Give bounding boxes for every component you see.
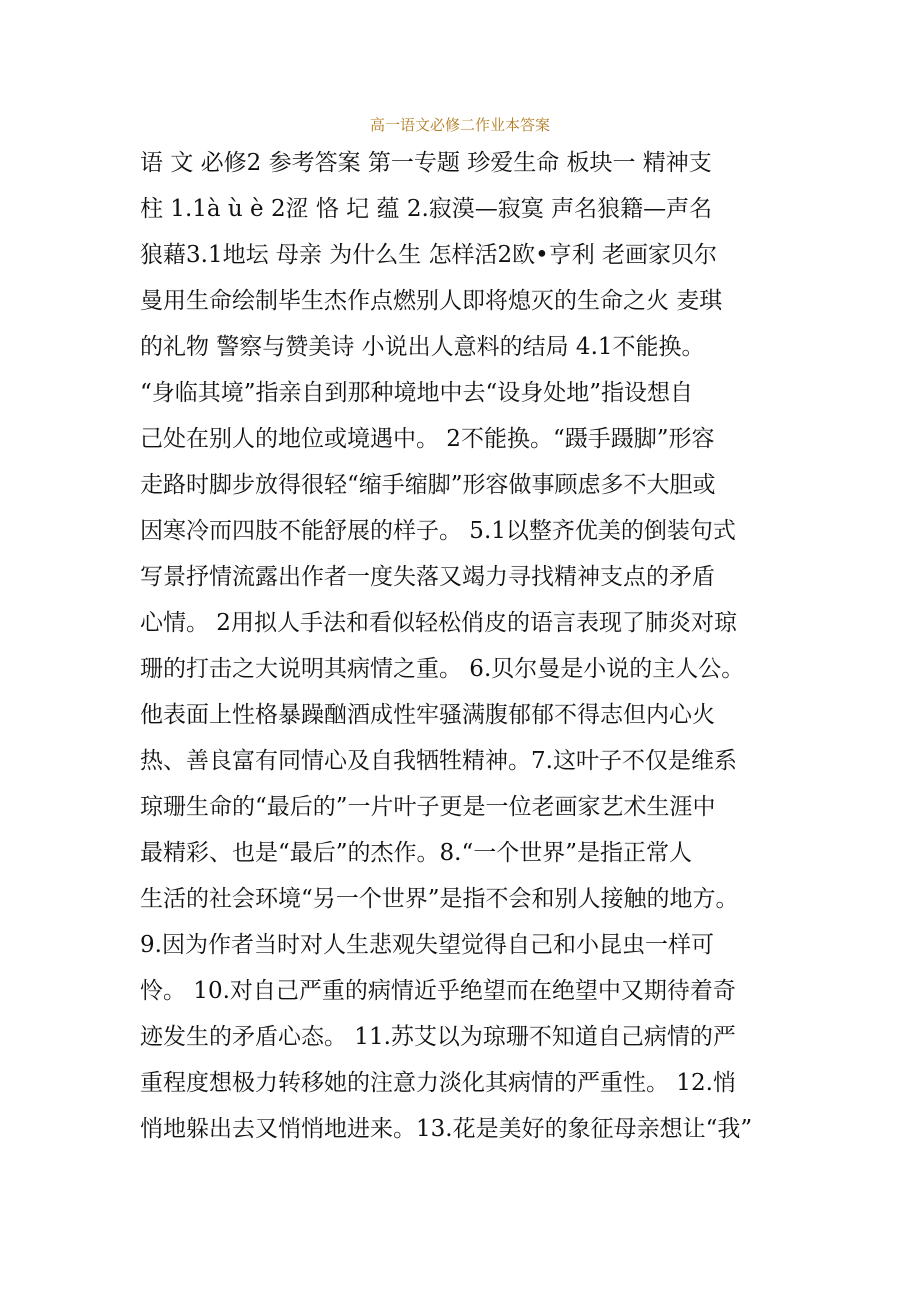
text-line: 生活的社会环境“另一个世界”是指不会和别人接触的地方。 — [140, 886, 739, 912]
text-line: 语 文 必修2 参考答案 第一专题 珍爱生命 板块一 精神支 — [140, 150, 712, 176]
text-line: 迹发生的矛盾心态。 11.苏艾以为琼珊不知道自己病情的严 — [140, 1024, 736, 1050]
text-line: 热、善良富有同情心及自我牺牲精神。7.这叶子不仅是维系 — [140, 748, 737, 774]
text-line: 曼用生命绘制毕生杰作点燃别人即将熄灭的生命之火 麦琪 — [140, 288, 723, 314]
text-line: 心情。 2用拟人手法和看似轻松俏皮的语言表现了肺炎对琼 — [140, 610, 737, 636]
text-line: 己处在别人的地位或境遇中。 2不能换。“蹑手蹑脚”形容 — [140, 426, 715, 452]
text-line: 的礼物 警察与赞美诗 小说出人意料的结局 4.1不能换。 — [140, 334, 705, 360]
text-line: 琼珊生命的“最后的”一片叶子更是一位老画家艺术生涯中 — [140, 794, 716, 820]
text-line: 他表面上性格暴躁酗酒成性牢骚满腹郁郁不得志但内心火 — [140, 702, 715, 728]
text-line: 写景抒情流露出作者一度失落又竭力寻找精神支点的矛盾 — [140, 564, 715, 590]
text-line: 狼藉3.1地坛 母亲 为什么生 怎样活2欧•亨利 老画家贝尔 — [140, 242, 718, 268]
page-header-title: 高一语文必修二作业本答案 — [369, 116, 550, 134]
text-line: 最精彩、也是“最后”的杰作。8.“一个世界”是指正常人 — [140, 840, 692, 866]
text-line: 珊的打击之大说明其病情之重。 6.贝尔曼是小说的主人公。 — [140, 656, 745, 682]
text-line: “身临其境”指亲自到那种境地中去“设身处地”指设想自 — [140, 380, 694, 406]
text-line: 9.因为作者当时对人生悲观失望觉得自己和小昆虫一样可 — [140, 932, 714, 958]
text-line: 重程度想极力转移她的注意力淡化其病情的严重性。 12.悄 — [140, 1070, 736, 1096]
answer-text-body — [140, 140, 800, 1152]
text-line: 柱 1.1à ù è 2涩 恪 圮 蕴 2.寂漠—寂寞 声名狼籍—声名 — [140, 196, 713, 222]
text-line: 走路时脚步放得很轻“缩手缩脚”形容做事顾虑多不大胆或 — [140, 472, 716, 498]
text-line: 怜。 10.对自己严重的病情近乎绝望而在绝望中又期待着奇 — [140, 978, 736, 1004]
text-line: 因寒冷而四肢不能舒展的样子。 5.1以整齐优美的倒装句式 — [140, 518, 736, 544]
text-line: 悄地躲出去又悄悄地进来。13.花是美好的象征母亲想让“我” — [140, 1116, 753, 1142]
